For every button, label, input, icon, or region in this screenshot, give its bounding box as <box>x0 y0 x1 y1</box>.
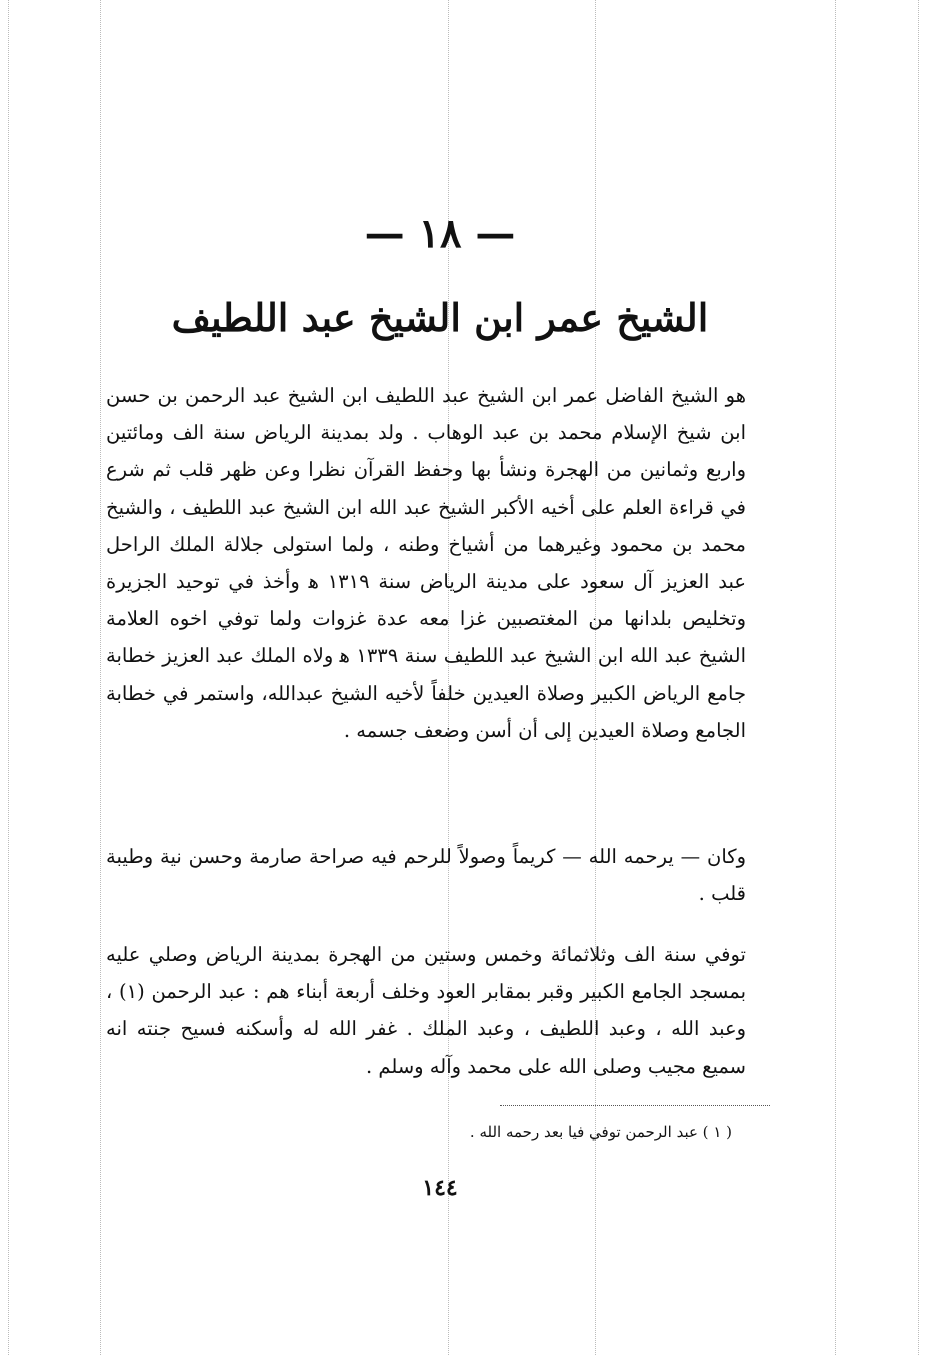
footnote-divider <box>500 1105 770 1106</box>
scan-guide-line <box>918 0 919 1355</box>
document-page <box>100 0 780 1355</box>
paragraph-character: وكان — يرحمه الله — كريماً وصولاً للرحم فيه صراحة صارمة وحسن نية وطيبة قلب . <box>106 845 746 906</box>
scan-guide-line <box>8 0 9 1355</box>
scan-guide-line <box>835 0 836 1355</box>
page-number: ١٤٤ <box>422 1175 458 1201</box>
paragraph-biography: هو الشيخ الفاضل عمر ابن الشيخ عبد اللطيف ابن الشيخ عبد الرحمن بن حسن ابن شيخ الإسلام محمد بن عبد الوهاب . ولد بمدينة الرياض سنة الف ومائتين واربع وثمانين من الهجرة ونشأ بها وحفظ القرآن نظرا وعن ظهر قلب ثم شرع في قراءة العلم على أخيه الأكبر الشيخ عبد الله ابن الشيخ عبد اللطيف ، والشيخ محمد بن محمود وغيرهما من أشياخ وطنه ، ولما استولى جلالة الملك الراحل عبد العزيز آل سعود على مدينة الرياض سنة ١٣١٩ ﻫ وأخذ في توحيد الجزيرة وتخليص بلدانها من المغتصبين غزا معه عدة غزوات ولما توفي اخوه العلامة الشيخ عبد الله ابن الشيخ عبد اللطيف سنة ١٣٣٩ ﻫ ولاه الملك عبد العزيز خطابة جامع الرياض الكبير وصلاة العيدين خلفاً لأخيه الشيخ عبدالله، واستمر في خطابة الجامع وصلاة العيدين إلى أن أسن وضعف جسمه . <box>106 384 747 742</box>
footnote: ( ١ ) عبد الرحمن توفي فيا بعد رحمه الله . <box>469 1123 732 1141</box>
page-title: الشيخ عمر ابن الشيخ عبد اللطيف <box>171 295 709 340</box>
paragraph-death: توفي سنة الف وثلاثمائة وخمس وستين من الهجرة بمدينة الرياض وصلي عليه بمسجد الجامع الكبير وقبر بمقابر العود وخلف أربعة أبناء هم : عبد الرحمن (١) ، وعبد الله ، وعبد اللطيف ، وعبد الملك . غفر الله له وأسكنه فسيح جنته انه سميع مجيب وصلى الله على محمد وآله وسلم . <box>106 943 746 1078</box>
chapter-number: — ١٨ — <box>364 210 516 257</box>
